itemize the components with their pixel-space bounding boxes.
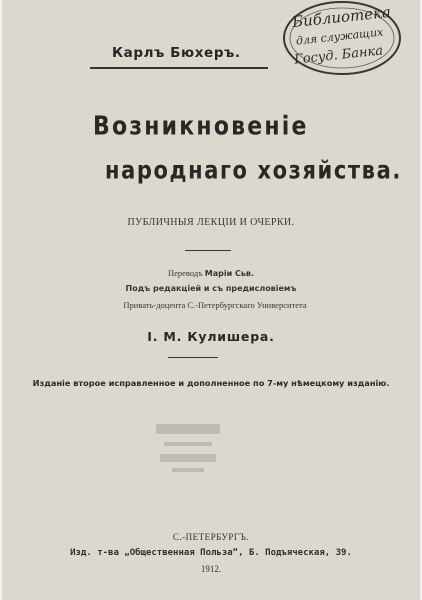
bleed-through-mark <box>150 418 226 478</box>
imprint-publisher: Изд. т-ва „Общественная Польза“, Б. Подъяческая, 39. <box>70 548 352 558</box>
subtitle-divider <box>185 250 231 251</box>
author-name: Карлъ Бюхеръ. <box>112 45 241 61</box>
imprint-city: С.-ПЕТЕРБУРГЪ. <box>172 532 250 542</box>
editor-line: Подъ редакціей и съ предисловіемъ <box>125 284 297 293</box>
imprint-year: 1912. <box>200 564 222 574</box>
subtitle: ПУБЛИЧНЫЯ ЛЕКЦІИ И ОЧЕРКИ. <box>127 217 295 228</box>
stamp-line-2: для служащих <box>295 25 384 48</box>
editor-position: Привать-доцента С.-Петербургскаго Университета <box>123 300 307 310</box>
translator-name: Маріи Сьв. <box>204 269 254 278</box>
library-stamp <box>276 0 406 80</box>
editor-name: І. М. Кулишера. <box>147 329 275 344</box>
translator-line <box>0 268 422 278</box>
edition-note: Изданіе второе исправленное и дополненное по 7-му нѣмецкому изданію. <box>32 378 390 388</box>
author-underline <box>90 67 268 69</box>
stamp-line-3: Госуд. Банка <box>293 43 384 68</box>
title-line-1: Возникновеніе <box>93 112 309 142</box>
stamp-line-1: Библиотека <box>291 2 392 32</box>
editor-divider <box>168 357 218 358</box>
title-line-2: народнаго хозяйства. <box>105 156 402 185</box>
translator-prefix: Переводъ <box>168 268 205 278</box>
